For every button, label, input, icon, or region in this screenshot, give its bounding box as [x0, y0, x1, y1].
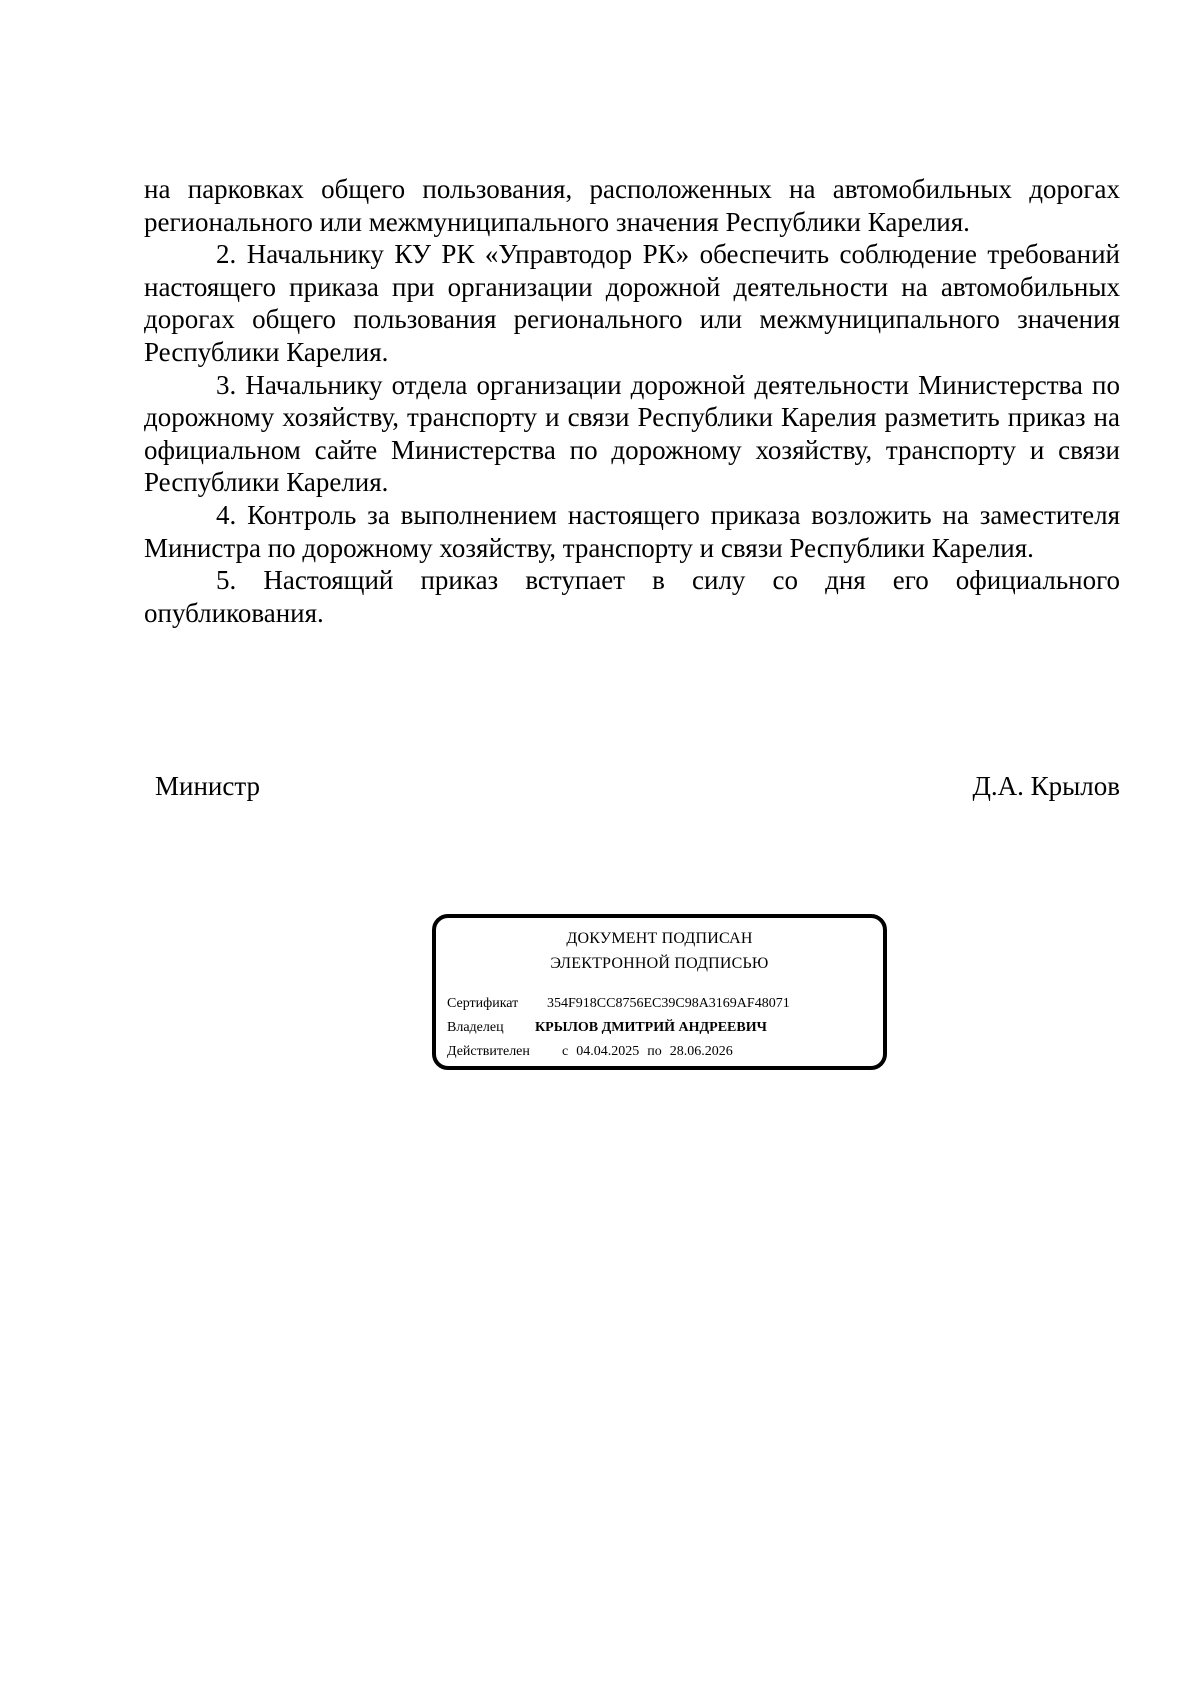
paragraph-3: 3. Начальнику отдела организации дорожной деятельности Министерства по дорожному хозяйству, транспорту и связи Республики Карелия разметить приказ на официальном сайте Министерства по дорожному хозяйству, транспорту и связи Республики Карелия.: [144, 369, 1120, 498]
electronic-signature-stamp: [432, 914, 887, 1070]
owner-label: Владелец: [447, 1020, 504, 1035]
valid-from-date: 04.04.2025: [576, 1044, 640, 1059]
paragraph-4: 4. Контроль за выполнением настоящего приказа возложить на заместителя Министра по дорожному хозяйству, транспорту и связи Республики Карелия.: [144, 499, 1120, 563]
paragraph-2: 2. Начальнику КУ РК «Управтодор РК» обеспечить соблюдение требований настоящего приказа при организации дорожной деятельности на автомобильных дорогах общего пользования регионального или межмуниципального значения Республики Карелия.: [144, 239, 1120, 367]
paragraph-1-continuation: на парковках общего пользования, расположенных на автомобильных дорогах регионального или межмуниципального значения Республики Карелия.: [144, 174, 1120, 237]
valid-from-prefix: с: [562, 1044, 569, 1059]
validity-label: Действителен: [447, 1044, 530, 1059]
stamp-heading-line1: ДОКУМЕНТ ПОДПИСАН: [566, 930, 753, 947]
signatory-title: Министр: [155, 771, 260, 801]
signatory-name: Д.А. Крылов: [972, 771, 1120, 801]
stamp-heading-line2: ЭЛЕКТРОННОЙ ПОДПИСЬЮ: [550, 955, 769, 972]
certificate-label: Сертификат: [447, 996, 519, 1011]
stamp-validity-row: [447, 1043, 733, 1061]
order-text: [144, 173, 1120, 629]
certificate-value: 354F918CC8756EC39C98A3169AF48071: [547, 996, 790, 1011]
stamp-certificate-row: [447, 995, 790, 1013]
owner-value: КРЫЛОВ ДМИТРИЙ АНДРЕЕВИЧ: [535, 1020, 767, 1035]
valid-to-prefix: по: [647, 1044, 662, 1059]
valid-to-date: 28.06.2026: [669, 1044, 733, 1059]
stamp-owner-row: [447, 1019, 767, 1037]
paragraph-5: 5. Настоящий приказ вступает в силу со дня его официального опубликования.: [144, 565, 1120, 628]
